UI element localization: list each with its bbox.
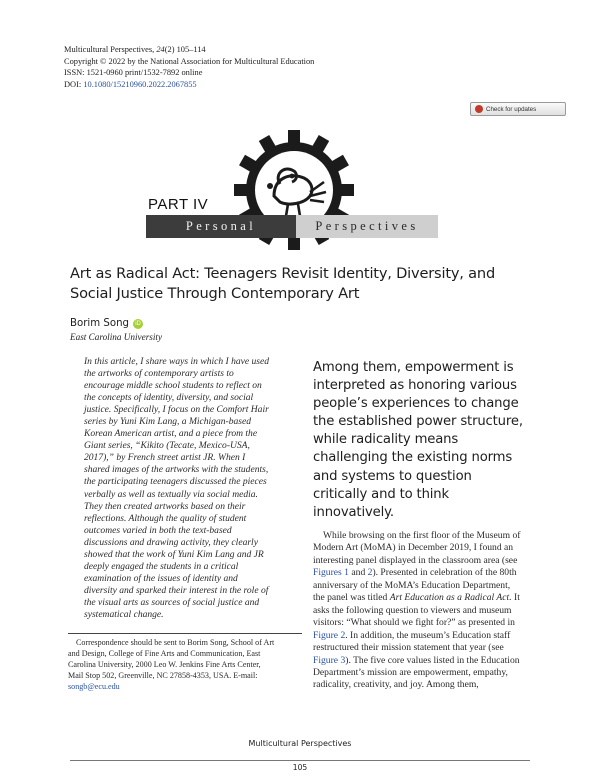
pull-quote-line: Among them, empowerment is: [313, 360, 514, 375]
abstract-line: deeply engaged the students in a critical: [84, 560, 239, 572]
abstract-line: outcomes varied in both the text-based: [84, 524, 232, 536]
pull-quote-line: the established power structure,: [313, 414, 523, 430]
footnote-line: and Design, College of Fine Arts and Communication, East: [68, 649, 261, 659]
abstract-line: shared images of the artworks with the students,: [84, 464, 269, 476]
body-line: Figure 3). The five core values listed in the Education: [313, 654, 520, 666]
abstract-line: justice. Specifically, I focus on the Comfort Hair: [84, 404, 269, 416]
figure-2-ref-link[interactable]: Figure 2: [313, 629, 346, 641]
abstract-line: diversity and sparked their interest in the role of: [84, 584, 269, 596]
part-label: PART IV: [148, 196, 209, 213]
abstract-line: series by Yuni Kim Lang, a Michigan-based: [84, 416, 251, 428]
abstract-line: Korean American artist, and a piece from the: [84, 428, 258, 440]
pull-quote-line: and systems to question: [313, 468, 472, 484]
author-email-link[interactable]: songb@ecu.edu: [68, 682, 120, 692]
abstract: [84, 356, 300, 621]
body-line: the panel was titled Art Education as a Radical Act. It: [313, 592, 520, 604]
figure-3-link[interactable]: Figure 3: [313, 654, 346, 666]
pull-quote-line: challenging the existing norms: [313, 450, 513, 466]
orcid-icon[interactable]: iD: [133, 319, 143, 329]
body-line: anniversary of the MoMA’s Education Department,: [313, 579, 511, 591]
footnote-divider: [68, 633, 302, 634]
author-name: Borim Song: [70, 318, 130, 329]
figure-2-link[interactable]: 2: [367, 567, 373, 579]
pull-quote-line: while radicality means: [313, 432, 459, 448]
body-line: Figure 2. In addition, the museum’s Education staff: [313, 629, 511, 641]
footnote-line: Mail Stop 502, Greenville, NC 27858-4353, USA. E-mail:: [68, 671, 258, 681]
abstract-line: In this article, I share ways in which I have used: [84, 356, 269, 367]
body-line: While browsing on the first floor of the Museum of: [323, 530, 521, 541]
abstract-line: systematical change.: [84, 608, 164, 620]
article-title: Art as Radical Act: Teenagers Revisit Identity, Diversity, and Social Justice Through Contemporary Art: [70, 265, 496, 302]
pull-quote: [313, 359, 553, 522]
body-line: restructured their mission statement that year (see: [313, 642, 504, 654]
abstract-line: the concepts of identity, diversity, and social: [84, 392, 254, 404]
abstract-line: discussions and drawing activity, they clearly: [84, 536, 258, 548]
check-for-updates-button[interactable]: Check for updates: [470, 102, 566, 116]
section-banner-personal: Personal: [146, 215, 296, 238]
body-line: interesting panel displayed in the classroom area (see: [313, 554, 518, 566]
journal-footer: Multicultural Perspectives: [248, 739, 352, 748]
abstract-line: verbally as well as textually via social media.: [84, 488, 258, 500]
pull-quote-line: critically and to think: [313, 486, 449, 502]
pull-quote-line: people’s experiences to change: [313, 396, 519, 412]
section-banner-perspectives: Perspectives: [296, 215, 438, 238]
body-line: radicality, creativity, and joy. Among them,: [313, 679, 479, 691]
body-line: asks the following question to viewers and museum: [313, 604, 512, 616]
pull-quote-line: interpreted as honoring various: [313, 378, 517, 394]
page-number: 105: [292, 763, 308, 772]
footnote-line: Carolina University, 2000 Leo W. Jenkins Fine Arts Center,: [68, 660, 261, 670]
abstract-line: Giant series, “Kikito (Tecate, Mexico-USA,: [84, 440, 250, 452]
issn-line: ISSN: 1521-0960 print/1532-7892 online: [64, 68, 203, 78]
body-line: Figures 1 and 2). Presented in celebration of the 80th: [313, 567, 517, 579]
abstract-line: the visual arts as sources of social justice and: [84, 596, 260, 608]
correspondence-footnote: [68, 637, 304, 692]
figure-1-link[interactable]: Figures 1: [313, 567, 349, 579]
doi-link[interactable]: 10.1080/15210960.2022.2067855: [83, 79, 197, 89]
panel-title: Art Education as a Radical Act.: [389, 592, 512, 604]
body-line: Modern Art (MoMA) in December 2019, I found an: [313, 542, 514, 554]
author-affiliation: East Carolina University: [70, 332, 163, 342]
abstract-line: showed that the work of Yuni Kim Lang and JR: [84, 548, 264, 560]
article-metadata: [64, 44, 484, 90]
copyright-line: Copyright © 2022 by the National Association for Multicultural Education: [64, 56, 315, 66]
journal-citation: Multicultural Perspectives, 24(2) 105–114: [64, 45, 206, 54]
abstract-line: the participating teenagers discussed the pieces: [84, 476, 267, 488]
body-line: Department’s mission are empowerment, empathy,: [313, 666, 508, 678]
crossmark-icon: [475, 105, 483, 113]
section-banner: [146, 215, 438, 238]
abstract-line: encourage middle school students to reflect on: [84, 380, 262, 392]
footer-divider: [70, 760, 530, 761]
body-paragraph: [313, 530, 563, 692]
footnote-line: Correspondence should be sent to Borim Song, School of Art: [76, 638, 275, 647]
doi-line: DOI: 10.1080/15210960.2022.2067855: [64, 79, 197, 89]
abstract-line: They then created artworks based on their: [84, 500, 246, 512]
body-line: visitors: “What should we fight for?” as presented in: [313, 617, 515, 629]
author-line: [70, 318, 143, 329]
abstract-line: the artworks of contemporary artists to: [84, 368, 234, 380]
pull-quote-line: innovatively.: [313, 504, 394, 520]
abstract-line: 2017),” by French street artist JR. When I: [84, 452, 246, 464]
abstract-line: examination of the issues of identity and: [84, 572, 238, 584]
abstract-line: reflections. Although the quality of student: [84, 512, 247, 524]
